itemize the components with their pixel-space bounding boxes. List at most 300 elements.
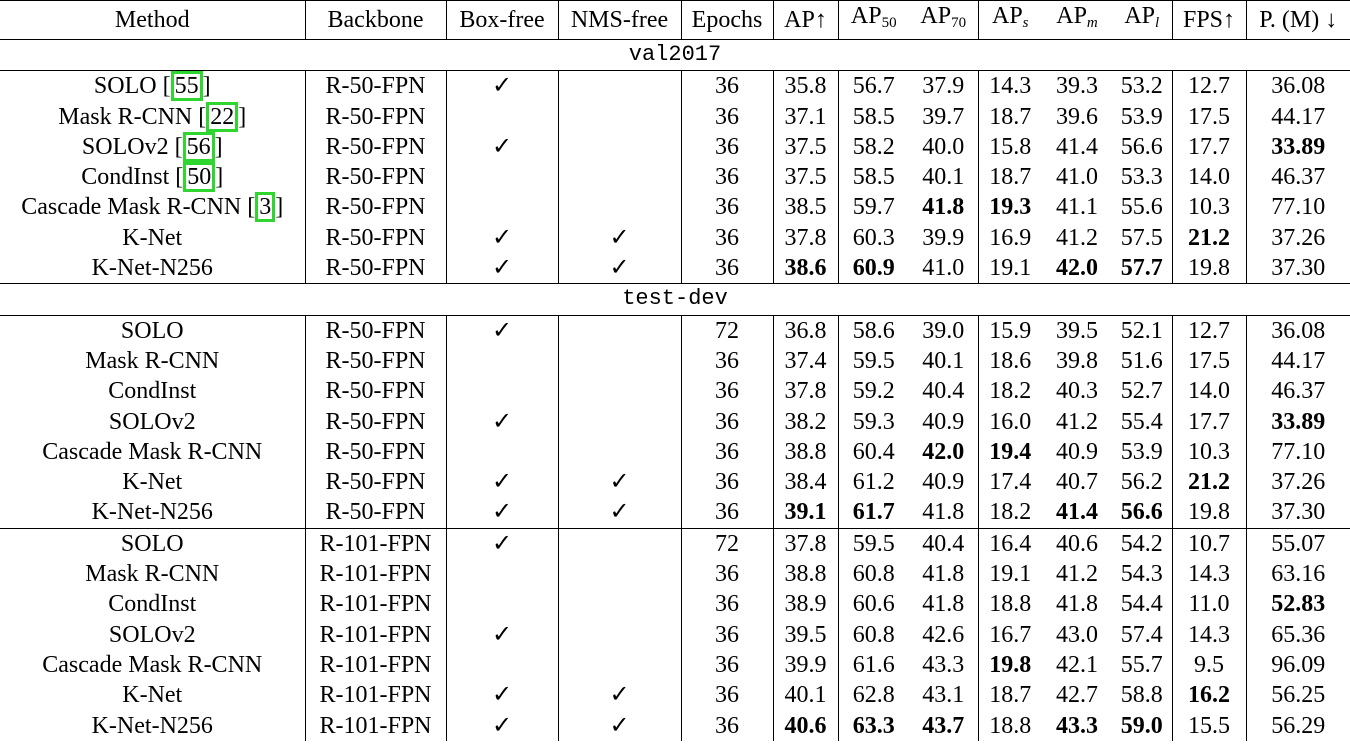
fps-cell: 17.7 (1172, 407, 1246, 437)
nms-free-cell (558, 162, 681, 192)
best-value: 21.2 (1188, 224, 1230, 251)
best-value: 21.2 (1188, 469, 1230, 496)
checkmark-icon: ✓ (491, 530, 513, 557)
best-value: 52.83 (1271, 591, 1326, 618)
method-cell (0, 253, 305, 284)
method-cell (0, 589, 305, 619)
ap-cell: 37.5 (773, 162, 838, 192)
apl-cell: 52.7 (1112, 376, 1172, 406)
fps-cell: 17.7 (1172, 132, 1246, 162)
ap70-cell: 43.3 (909, 650, 978, 680)
apm-cell: 41.0 (1056, 164, 1098, 191)
ap-cell: 38.8 (773, 559, 838, 589)
table-row (0, 223, 1350, 253)
header-ap50: $AP_{50}$ (838, 1, 909, 40)
params-cell: 36.08 (1271, 73, 1326, 100)
box-free-cell (446, 528, 558, 559)
ap-cell: 38.9 (773, 589, 838, 619)
backbone-cell: R-50-FPN (305, 437, 446, 467)
method-name: SOLO [ (93, 73, 171, 100)
ap70-cell: 42.6 (909, 620, 978, 650)
method-name: K-Net (122, 224, 183, 251)
citation-link[interactable]: 55 (171, 71, 203, 101)
backbone-cell: R-101-FPN (305, 589, 446, 619)
box-free-cell (446, 376, 558, 406)
checkmark-icon: ✓ (609, 224, 630, 251)
backbone-cell: R-50-FPN (305, 315, 446, 346)
apm-cell: 41.2 (1056, 561, 1098, 588)
table-row (0, 528, 1350, 559)
header-backbone: Backbone (305, 1, 446, 40)
checkmark-icon: ✓ (491, 317, 513, 344)
best-value: 19.3 (989, 194, 1032, 221)
ap70-cell: 41.8 (909, 497, 978, 528)
epochs-cell: 36 (681, 192, 773, 222)
fps-cell: 12.7 (1172, 71, 1246, 102)
ap-cell: 37.8 (773, 223, 838, 253)
aps-cell: 16.0 (989, 408, 1032, 435)
ap50-cell: 60.6 (852, 591, 895, 618)
fps-cell: 14.0 (1172, 162, 1246, 192)
epochs-cell: 36 (681, 71, 773, 102)
method-name: SOLO (120, 530, 184, 557)
params-cell: 55.07 (1246, 528, 1350, 559)
header-nms-free: NMS-free (558, 1, 681, 40)
ap70-cell (909, 437, 978, 467)
ap50-cell: 60.4 (852, 438, 895, 465)
apm-cell: 41.8 (1056, 591, 1098, 618)
method-name: K-Net-N256 (91, 255, 213, 282)
method-cell (0, 376, 305, 406)
fps-cell: 17.5 (1172, 346, 1246, 376)
backbone-cell: R-101-FPN (305, 620, 446, 650)
nms-free-cell (558, 192, 681, 222)
apl-cell: 58.8 (1112, 680, 1172, 710)
checkmark-icon: ✓ (491, 133, 513, 160)
ap50-cell: 58.5 (852, 103, 895, 130)
backbone-cell: R-50-FPN (305, 346, 446, 376)
box-free-cell (446, 559, 558, 589)
table-row (0, 407, 1350, 437)
apm-cell: 43.0 (1056, 621, 1098, 648)
ap70-cell (909, 711, 978, 741)
best-value: 40.6 (784, 712, 827, 739)
apm-cell: 39.6 (1056, 103, 1098, 130)
epochs-cell: 36 (681, 437, 773, 467)
nms-free-cell (558, 680, 681, 710)
apm-cell: 40.6 (1042, 528, 1112, 559)
ap70-cell: 41.8 (909, 589, 978, 619)
box-free-cell (446, 346, 558, 376)
apm-cell: 40.9 (1056, 438, 1098, 465)
nms-free-cell (558, 497, 681, 528)
epochs-cell: 36 (681, 376, 773, 406)
backbone-cell: R-101-FPN (305, 528, 446, 559)
ap50-cell: 60.8 (852, 561, 895, 588)
table-row (0, 346, 1350, 376)
epochs-cell: 36 (681, 589, 773, 619)
box-free-cell (446, 223, 558, 253)
box-free-cell (446, 467, 558, 497)
apl-cell: 52.1 (1112, 315, 1172, 346)
ap70-cell: 41.0 (909, 253, 978, 284)
apm-cell: 42.1 (1056, 651, 1098, 678)
section-header (0, 284, 1350, 315)
aps-cell (978, 437, 1042, 467)
citation-link[interactable]: 3 (255, 192, 275, 222)
checkmark-icon: ✓ (609, 682, 630, 709)
ap70-cell (909, 192, 978, 222)
best-value: 39.1 (784, 499, 827, 526)
ap50-cell: 61.6 (852, 651, 895, 678)
apl-cell: 53.9 (1112, 437, 1172, 467)
ap70-cell: 40.4 (909, 376, 978, 406)
fps-cell: 17.5 (1172, 102, 1246, 132)
aps-cell: 19.1 (989, 561, 1032, 588)
nms-free-cell (558, 315, 681, 346)
aps-cell: 18.7 (989, 103, 1032, 130)
method-cell (0, 467, 305, 497)
checkmark-icon: ✓ (491, 255, 513, 282)
best-value: 43.7 (922, 712, 965, 739)
method-name: Cascade Mask R-CNN (42, 651, 263, 678)
checkmark-icon: ✓ (609, 712, 630, 739)
nms-free-cell (558, 559, 681, 589)
epochs-cell: 36 (681, 102, 773, 132)
best-value: 42.0 (1056, 255, 1098, 282)
backbone-cell: R-50-FPN (305, 467, 446, 497)
ap50-cell (838, 253, 909, 284)
aps-cell: 16.4 (978, 528, 1042, 559)
nms-free-cell (558, 467, 681, 497)
apl-cell: 55.6 (1112, 192, 1172, 222)
section-title: val2017 (0, 40, 1350, 71)
best-value: 16.2 (1188, 682, 1230, 709)
box-free-cell (446, 132, 558, 162)
ap-cell: 37.4 (773, 346, 838, 376)
epochs-cell: 36 (681, 407, 773, 437)
ap-cell (773, 253, 838, 284)
ap-cell (773, 497, 838, 528)
best-value: 41.8 (922, 194, 965, 221)
checkmark-icon: ✓ (491, 469, 513, 496)
apm-cell: 39.5 (1056, 317, 1098, 344)
apl-cell (1112, 711, 1172, 741)
epochs-cell: 36 (681, 620, 773, 650)
table-row (0, 437, 1350, 467)
backbone-cell: R-50-FPN (305, 253, 446, 284)
table-row (0, 315, 1350, 346)
params-cell: 56.25 (1271, 682, 1326, 709)
epochs-cell: 36 (681, 680, 773, 710)
nms-free-cell (558, 620, 681, 650)
citation-close: ] (215, 164, 224, 191)
aps-cell: 18.8 (989, 712, 1032, 739)
ap50-cell: 58.2 (852, 133, 895, 160)
nms-free-cell (558, 253, 681, 284)
method-cell (0, 132, 305, 162)
ap70-cell: 39.9 (909, 223, 978, 253)
params-cell: 36.08 (1271, 317, 1326, 344)
header-apm: $AP_m$ (1042, 1, 1112, 40)
ap-cell: 38.2 (773, 407, 838, 437)
citation-link[interactable]: 50 (183, 162, 215, 192)
table-row (0, 253, 1350, 284)
ap-cell: 37.8 (773, 376, 838, 406)
apl-cell: 55.4 (1112, 407, 1172, 437)
fps-cell: 14.0 (1172, 376, 1246, 406)
apl-cell: 54.2 (1112, 528, 1172, 559)
method-name: Cascade Mask R-CNN [ (21, 194, 256, 221)
ap70-cell: 40.9 (909, 407, 978, 437)
checkmark-icon: ✓ (491, 408, 513, 435)
method-cell (0, 102, 305, 132)
header-ap: AP↑ (773, 1, 838, 40)
best-value: 57.7 (1120, 255, 1163, 282)
method-name: CondInst (108, 591, 197, 618)
table-row (0, 376, 1350, 406)
apm-cell: 42.7 (1056, 682, 1098, 709)
aps-cell (978, 650, 1042, 680)
params-cell: 56.29 (1271, 712, 1326, 739)
apl-cell: 57.5 (1112, 223, 1172, 253)
best-value: 19.4 (989, 438, 1032, 465)
params-cell: 77.10 (1271, 438, 1326, 465)
aps-cell: 14.3 (989, 73, 1032, 100)
epochs-cell: 36 (681, 497, 773, 528)
table-row (0, 162, 1350, 192)
backbone-cell: R-101-FPN (305, 559, 446, 589)
checkmark-icon: ✓ (609, 255, 630, 282)
epochs-cell: 36 (681, 162, 773, 192)
ap50-cell: 59.5 (838, 528, 909, 559)
epochs-cell: 36 (681, 711, 773, 741)
table-row (0, 71, 1350, 102)
ap-cell (773, 711, 838, 741)
apl-cell: 51.6 (1112, 346, 1172, 376)
apm-cell (1042, 711, 1112, 741)
aps-cell: 17.4 (989, 469, 1032, 496)
aps-cell: 15.8 (989, 133, 1032, 160)
method-cell (0, 528, 305, 559)
ap-cell: 37.5 (773, 132, 838, 162)
backbone-cell: R-50-FPN (305, 132, 446, 162)
params-cell: 37.30 (1271, 255, 1326, 282)
params-cell: 77.10 (1271, 194, 1326, 221)
apm-cell (1042, 253, 1112, 284)
apl-cell: 53.2 (1112, 71, 1172, 102)
ap50-cell: 62.8 (852, 682, 895, 709)
box-free-cell (446, 253, 558, 284)
params-cell: 37.30 (1271, 499, 1326, 526)
ap50-cell (838, 711, 909, 741)
apl-cell: 56.6 (1112, 132, 1172, 162)
params-cell: 44.17 (1271, 347, 1326, 374)
header-box-free: Box-free (446, 1, 558, 40)
header-epochs: Epochs (681, 1, 773, 40)
header-params: P. (M) ↓ (1246, 1, 1350, 40)
apl-cell: 53.3 (1112, 162, 1172, 192)
ap50-cell: 59.2 (852, 378, 895, 405)
ap50-cell: 59.3 (852, 408, 895, 435)
table-row (0, 620, 1350, 650)
best-value: 42.0 (922, 438, 965, 465)
apm-cell: 41.4 (1056, 133, 1098, 160)
apl-cell: 54.3 (1112, 559, 1172, 589)
method-cell (0, 559, 305, 589)
citation-close: ] (275, 194, 284, 221)
ap-cell: 40.1 (773, 680, 838, 710)
apm-cell (1042, 497, 1112, 528)
ap-cell: 36.8 (773, 315, 838, 346)
checkmark-icon: ✓ (609, 469, 630, 496)
nms-free-cell (558, 102, 681, 132)
apm-cell: 40.7 (1056, 469, 1098, 496)
nms-free-cell (558, 650, 681, 680)
ap70-cell: 39.7 (909, 102, 978, 132)
aps-cell: 19.1 (989, 255, 1032, 282)
aps-cell: 15.9 (989, 317, 1032, 344)
method-cell (0, 437, 305, 467)
epochs-cell: 36 (681, 650, 773, 680)
aps-cell (978, 192, 1042, 222)
backbone-cell: R-101-FPN (305, 650, 446, 680)
ap70-cell: 37.9 (909, 71, 978, 102)
method-name: SOLOv2 (108, 408, 196, 435)
ap50-cell: 56.7 (852, 73, 895, 100)
header-fps: FPS↑ (1172, 1, 1246, 40)
ap50-cell: 60.3 (852, 224, 895, 251)
aps-cell: 18.2 (989, 499, 1032, 526)
table-body (0, 40, 1350, 741)
table-row (0, 680, 1350, 710)
best-value: 33.89 (1271, 133, 1326, 160)
apl-cell: 53.9 (1112, 102, 1172, 132)
ap70-cell: 40.9 (909, 467, 978, 497)
header-apl: $AP_l$ (1112, 1, 1172, 40)
table-row (0, 132, 1350, 162)
backbone-cell: R-50-FPN (305, 102, 446, 132)
ap50-cell: 59.7 (852, 194, 895, 221)
best-value: 61.7 (852, 499, 895, 526)
ap70-cell: 41.8 (909, 559, 978, 589)
citation-close: ] (238, 103, 247, 130)
apm-cell: 41.2 (1056, 408, 1098, 435)
best-value: 41.4 (1056, 499, 1098, 526)
method-cell (0, 162, 305, 192)
fps-cell (1172, 680, 1246, 710)
fps-cell: 9.5 (1172, 650, 1246, 680)
box-free-cell (446, 650, 558, 680)
aps-cell: 18.2 (989, 378, 1032, 405)
ap50-cell: 61.2 (852, 469, 895, 496)
table-row (0, 711, 1350, 741)
ap70-cell: 40.4 (909, 528, 978, 559)
params-cell (1246, 132, 1350, 162)
fps-cell: 15.5 (1172, 711, 1246, 741)
epochs-cell: 36 (681, 223, 773, 253)
method-cell (0, 407, 305, 437)
apl-cell: 55.7 (1112, 650, 1172, 680)
epochs-cell: 36 (681, 559, 773, 589)
method-cell (0, 71, 305, 102)
table-row (0, 650, 1350, 680)
backbone-cell: R-50-FPN (305, 376, 446, 406)
fps-cell: 10.3 (1172, 437, 1246, 467)
nms-free-cell (558, 376, 681, 406)
params-cell: 46.37 (1271, 164, 1326, 191)
params-cell: 37.26 (1271, 224, 1326, 251)
apl-cell: 57.4 (1112, 620, 1172, 650)
fps-cell: 10.7 (1172, 528, 1246, 559)
apl-cell (1112, 497, 1172, 528)
box-free-cell (446, 102, 558, 132)
box-free-cell (446, 589, 558, 619)
params-cell: 44.17 (1271, 103, 1326, 130)
backbone-cell: R-101-FPN (305, 711, 446, 741)
nms-free-cell (558, 407, 681, 437)
backbone-cell: R-50-FPN (305, 497, 446, 528)
aps-cell: 16.7 (989, 621, 1032, 648)
header-ap70: $AP_{70}$ (909, 1, 978, 40)
nms-free-cell (558, 71, 681, 102)
ap-cell: 35.8 (773, 71, 838, 102)
citation-link[interactable]: 22 (206, 102, 238, 132)
ap-cell: 39.5 (773, 620, 838, 650)
nms-free-cell (558, 589, 681, 619)
table-row (0, 102, 1350, 132)
apm-cell: 39.8 (1056, 347, 1098, 374)
best-value: 59.0 (1120, 712, 1163, 739)
aps-cell: 18.7 (989, 164, 1032, 191)
method-name: K-Net (122, 682, 183, 709)
method-name: K-Net-N256 (91, 712, 213, 739)
apm-cell: 39.3 (1056, 73, 1098, 100)
ap-cell: 38.5 (773, 192, 838, 222)
params-cell: 65.36 (1271, 621, 1326, 648)
apm-cell: 41.2 (1056, 224, 1098, 251)
ap50-cell (838, 497, 909, 528)
ap50-cell: 58.6 (852, 317, 895, 344)
method-cell (0, 650, 305, 680)
method-name: Mask R-CNN (85, 347, 220, 374)
apl-cell: 56.2 (1112, 467, 1172, 497)
table-row (0, 559, 1350, 589)
apl-cell: 54.4 (1112, 589, 1172, 619)
ap-cell: 38.4 (773, 467, 838, 497)
ap-cell: 37.8 (773, 528, 838, 559)
method-name: CondInst (108, 378, 197, 405)
ap50-cell: 58.5 (852, 164, 895, 191)
method-name: Mask R-CNN (85, 561, 220, 588)
ap70-cell: 40.1 (909, 162, 978, 192)
fps-cell (1172, 223, 1246, 253)
ap70-cell: 40.1 (909, 346, 978, 376)
epochs-cell: 36 (681, 346, 773, 376)
ap70-cell: 43.1 (909, 680, 978, 710)
nms-free-cell (558, 132, 681, 162)
params-cell (1246, 589, 1350, 619)
ap70-cell: 40.0 (909, 132, 978, 162)
fps-cell: 10.3 (1172, 192, 1246, 222)
epochs-cell: 36 (681, 253, 773, 284)
epochs-cell: 36 (681, 132, 773, 162)
params-cell: 96.09 (1271, 651, 1326, 678)
citation-link[interactable]: 56 (183, 132, 215, 162)
ap-cell: 37.1 (773, 102, 838, 132)
method-name: CondInst [ (81, 164, 184, 191)
method-cell (0, 680, 305, 710)
